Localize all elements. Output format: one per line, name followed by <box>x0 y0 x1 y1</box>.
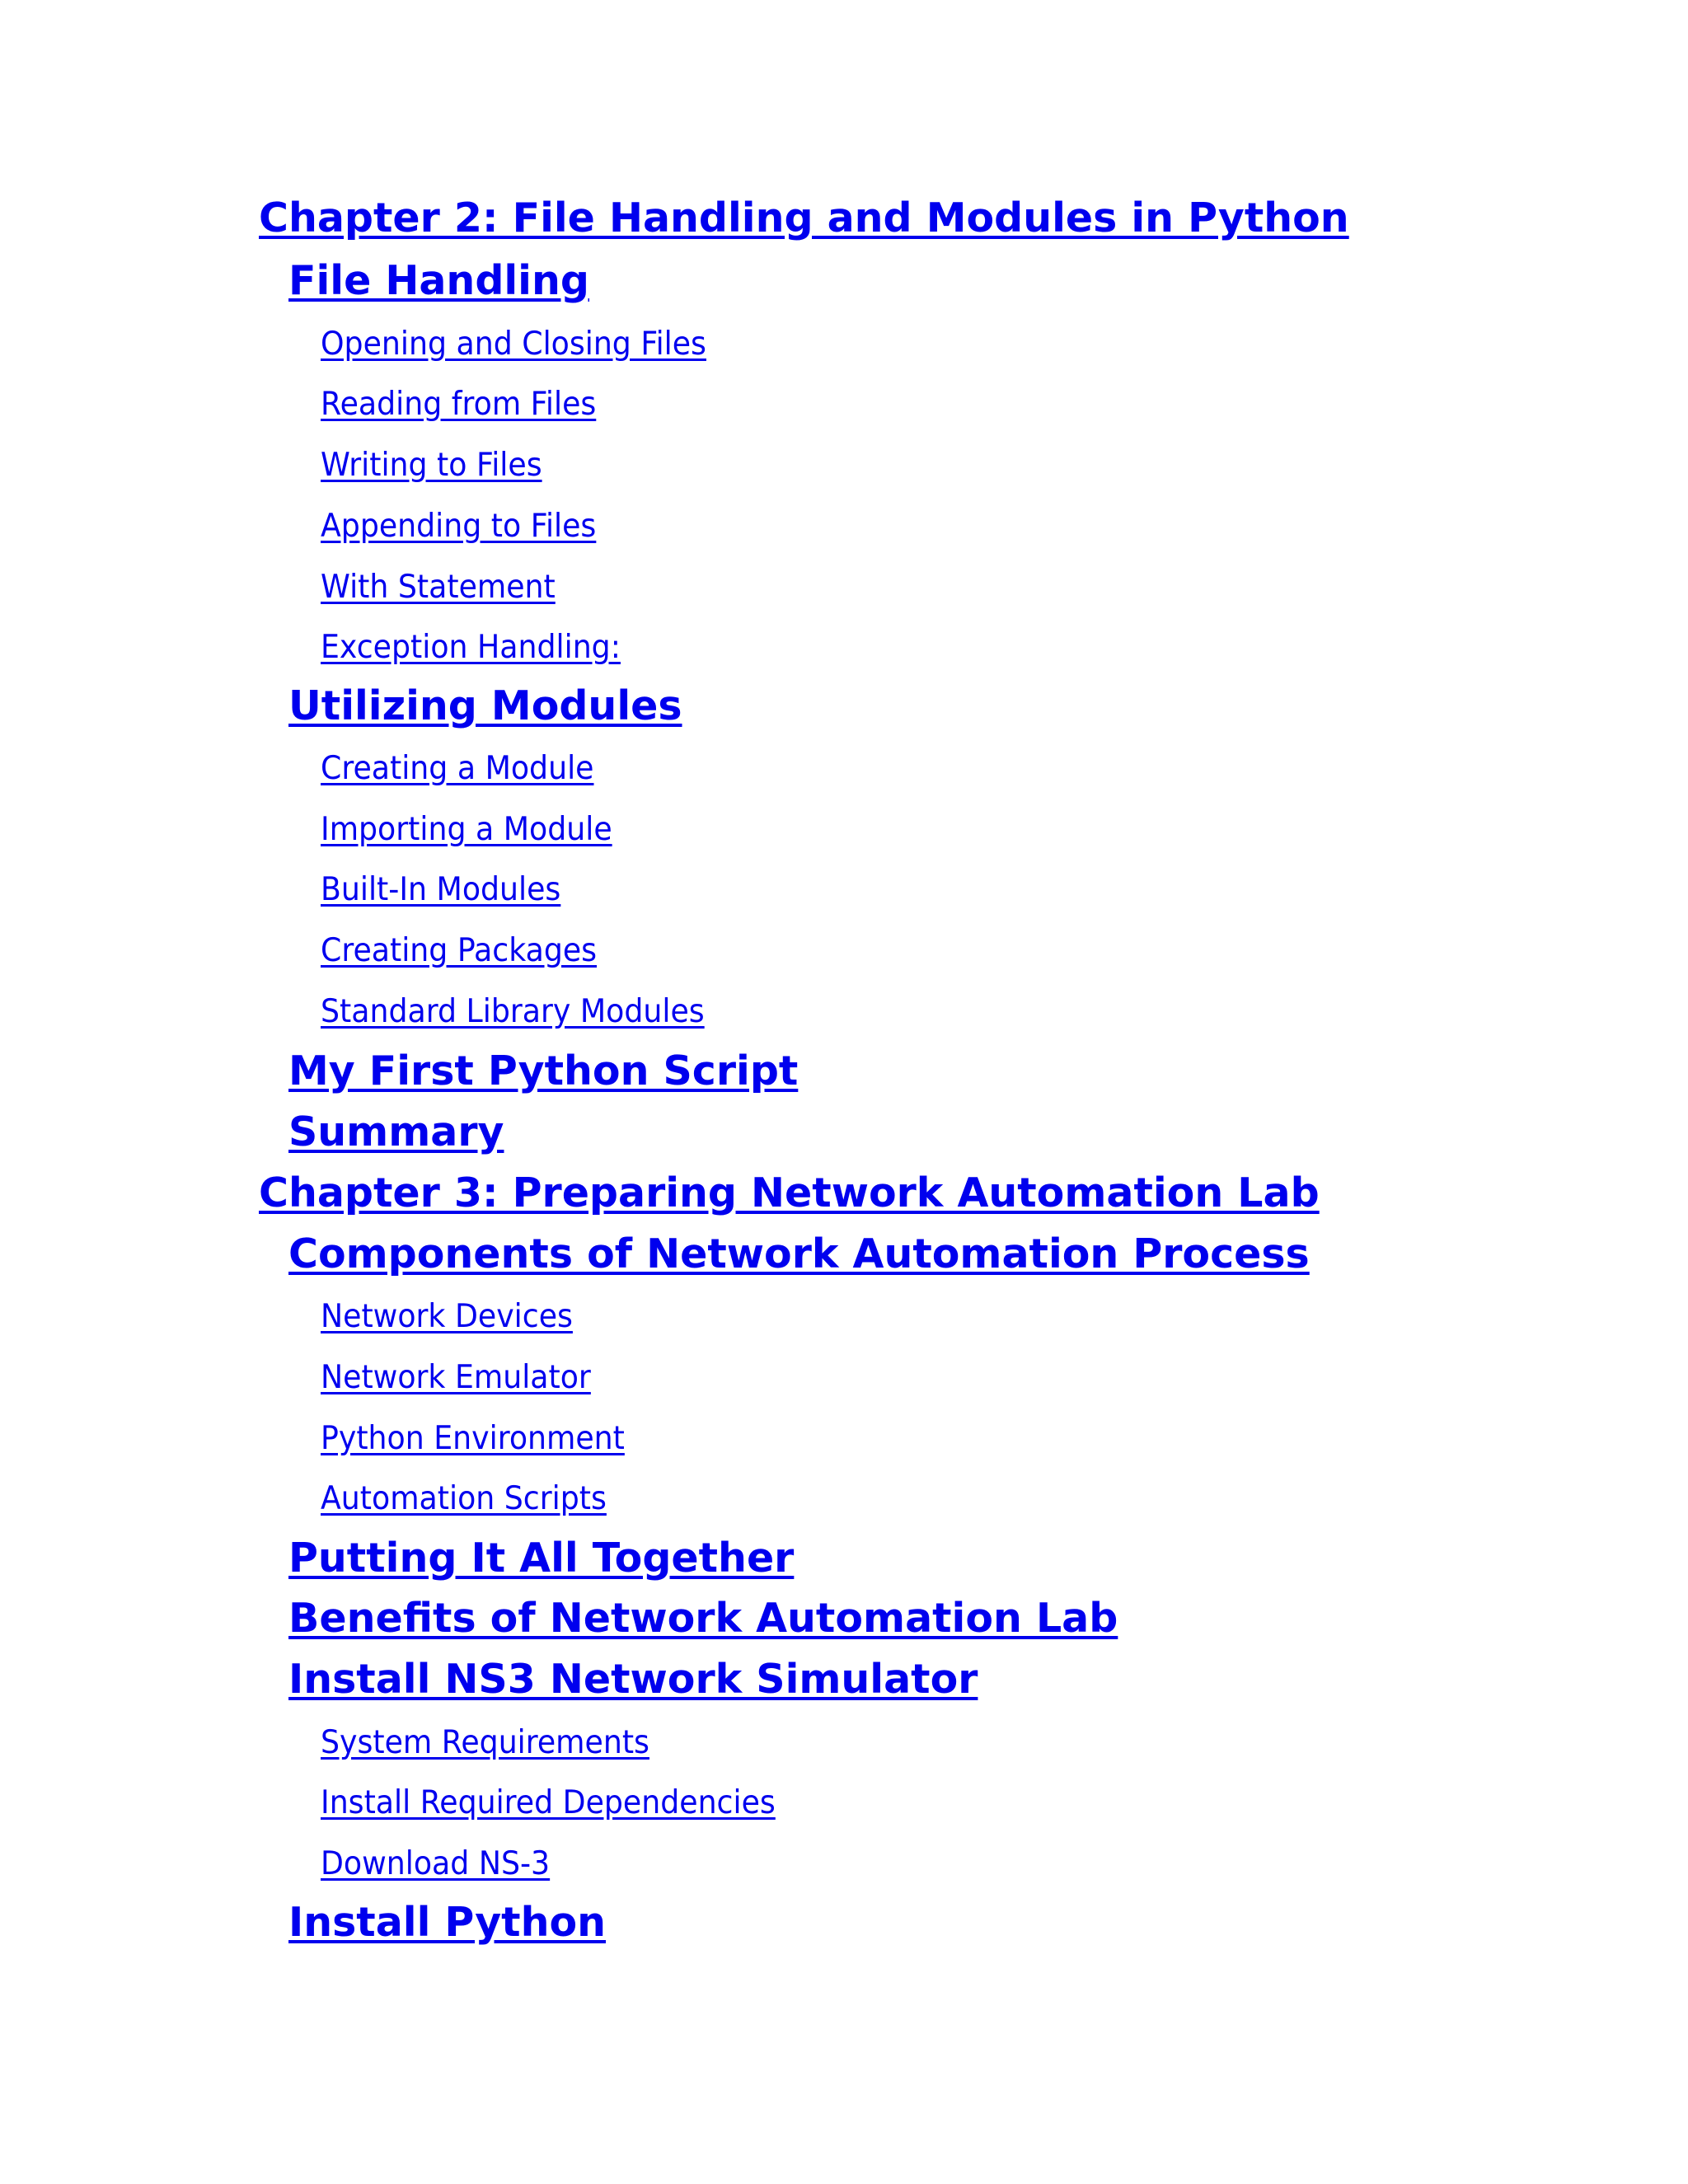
toc-subsection-link[interactable]: Download NS-3 <box>321 1845 551 1882</box>
toc-section-link[interactable]: Putting It All Together <box>288 1535 795 1582</box>
toc-subsection-link[interactable]: Creating a Module <box>321 750 594 787</box>
toc-section-link[interactable]: Summary <box>288 1108 504 1155</box>
toc-subsection-link[interactable]: Network Devices <box>321 1298 573 1335</box>
toc-section-link[interactable]: My First Python Script <box>288 1047 799 1094</box>
toc-subsection-link[interactable]: Reading from Files <box>321 386 597 423</box>
toc-subsection-link[interactable]: Network Emulator <box>321 1359 591 1396</box>
toc-chapter-link[interactable]: Chapter 2: File Handling and Modules in Python <box>259 194 1349 241</box>
toc-subsection-link[interactable]: Importing a Module <box>321 811 612 848</box>
toc-subsection-link[interactable]: Built-In Modules <box>321 871 561 908</box>
toc-subsection-link[interactable]: With Statement <box>321 569 556 606</box>
toc-subsection-link[interactable]: Writing to Files <box>321 447 542 484</box>
toc-subsection-link[interactable]: Automation Scripts <box>321 1480 607 1517</box>
toc-section-link[interactable]: Utilizing Modules <box>288 682 682 729</box>
toc-subsection-link[interactable]: Opening and Closing Files <box>321 326 706 363</box>
toc-subsection-link[interactable]: Creating Packages <box>321 932 598 969</box>
toc-subsection-link[interactable]: Python Environment <box>321 1420 625 1457</box>
toc-section-link[interactable]: Benefits of Network Automation Lab <box>288 1595 1118 1642</box>
toc-section-link[interactable]: Install Python <box>288 1899 607 1946</box>
toc-subsection-link[interactable]: Exception Handling: <box>321 629 621 666</box>
toc-subsection-link[interactable]: System Requirements <box>321 1724 649 1761</box>
toc-section-link[interactable]: Install NS3 Network Simulator <box>288 1656 978 1703</box>
toc-subsection-link[interactable]: Appending to Files <box>321 508 597 545</box>
toc-subsection-link[interactable]: Standard Library Modules <box>321 993 705 1030</box>
toc-subsection-link[interactable]: Install Required Dependencies <box>321 1784 776 1821</box>
toc-section-link[interactable]: File Handling <box>288 257 589 304</box>
toc-section-link[interactable]: Components of Network Automation Process <box>288 1230 1310 1277</box>
toc-chapter-link[interactable]: Chapter 3: Preparing Network Automation Lab <box>259 1169 1320 1216</box>
